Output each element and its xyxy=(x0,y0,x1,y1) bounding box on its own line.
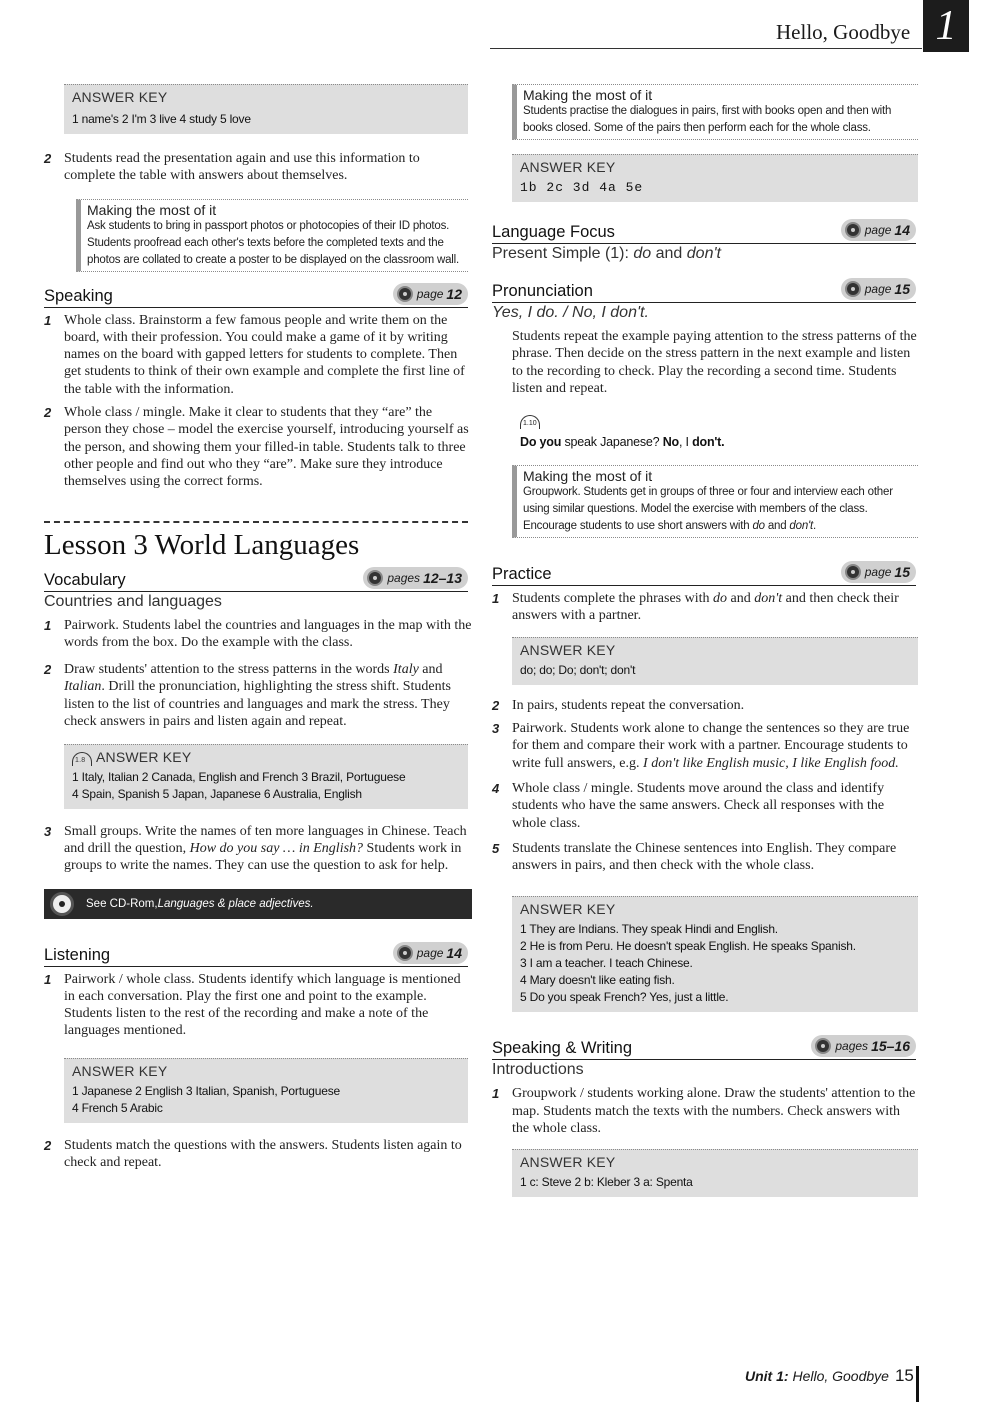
section-heading-speaking-writing: Speaking & Writing pages 15–16 xyxy=(492,1038,916,1060)
cd-icon xyxy=(845,222,861,238)
section-title: Speaking xyxy=(44,286,113,305)
step-item: 1 Students complete the phrases with do and don't and then check their answers with a partner. xyxy=(492,591,899,624)
section-heading-language-focus: Language Focus page 14 xyxy=(492,222,916,244)
answer-key-box: ANSWER KEY 1b 2c 3d 4a 5e xyxy=(512,154,918,202)
section-heading-vocabulary: Vocabulary pages 12–13 xyxy=(44,570,468,592)
making-the-most-box: Making the most of it Groupwork. Students get in groups of three or four and interview each other using similar questions. Model the exercise with members of the class. Encourage students to use short answers with do and don't. xyxy=(512,465,918,538)
section-heading-listening: Listening page 14 xyxy=(44,945,468,967)
step-item: 2 In pairs, students repeat the conversation. xyxy=(492,697,745,713)
page-reference-badge: page 12 xyxy=(393,283,468,305)
cd-icon xyxy=(845,281,861,297)
cd-rom-reference-bar: See CD-Rom, Languages & place adjectives. xyxy=(44,889,472,919)
step-item: 1 Pairwork. Students label the countries and languages in the map with the words from the box. Do the example with the class. xyxy=(44,617,472,650)
page-reference-badge: pages 15–16 xyxy=(811,1035,916,1057)
step-item: 5 Students translate the Chinese sentences into English. They compare answers in pairs, and then check with the whole class. xyxy=(492,840,897,874)
running-header-title: Hello, Goodbye xyxy=(776,20,911,44)
page-reference-badge: page 14 xyxy=(841,219,916,241)
answer-key-box: ANSWER KEY do; do; Do; don't; don't xyxy=(512,637,918,685)
answer-key-box: ANSWER KEY 1 Japanese 2 English 3 Italian, Spanish, Portuguese 4 French 5 Arabic xyxy=(64,1058,468,1123)
step-item: 1 Groupwork / students working alone. Draw the students' attention to the map. Students match the texts with the numbers. Check answers with the whole class. xyxy=(492,1086,916,1137)
page-reference-badge: page 14 xyxy=(393,942,468,964)
section-heading-speaking xyxy=(44,286,468,308)
left-column xyxy=(44,84,472,1171)
step-item: 3 Small groups. Write the names of ten more languages in Chinese. Teach and drill the question, How do you say … in English? Students work in groups to write the names. They can use the question to ask for help. xyxy=(44,823,467,874)
page-number: 15 xyxy=(894,1366,914,1385)
section-subtitle: Present Simple (1): do and don't xyxy=(492,245,721,262)
answer-key-line: 1 name's 2 I'm 3 live 4 study 5 love xyxy=(72,112,251,126)
page-reference-badge: pages 12–13 xyxy=(363,567,468,589)
cd-icon xyxy=(397,286,413,302)
section-heading-practice: Practice page 15 xyxy=(492,564,916,586)
answer-key-box xyxy=(64,84,468,134)
section-subtitle: Yes, I do. / No, I don't. xyxy=(492,304,649,321)
step-item: 3 Pairwork. Students work alone to change the sentences so they are true for them and compare their work with a partner. Encourage students to write full answers, e.g. I don't like English music, I like English food. xyxy=(492,721,910,771)
cd-rom-disc-icon xyxy=(50,892,74,916)
step-item: 2 Students match the questions with the answers. Students listen again to check and repeat. xyxy=(44,1137,462,1171)
step-item: 4 Whole class / mingle. Students move around the class and identify students who have the same answers. Check all responses with the whole class. xyxy=(492,780,885,831)
making-the-most-box: Making the most of it Students practise the dialogues in pairs, first with books open and then with books closed. Some of the pairs then perform each for the whole class. xyxy=(512,84,918,140)
section-subtitle: Countries and languages xyxy=(44,592,222,610)
cd-icon xyxy=(367,570,383,586)
header-rule xyxy=(490,48,922,49)
step-item: 1 Whole class. Brainstorm a few famous people and write them on the board, with their profession. You could make a game of it by writing names on the board with gapped letters for students to complete. Then get students to think of their own example and complete the first line of the table with the information. xyxy=(44,312,465,397)
headset-icon: 1.10 xyxy=(520,415,540,429)
page-footer: Unit 1: Hello, Goodbye 15 xyxy=(745,1366,914,1385)
making-the-most-box: Making the most of it Ask students to bring in passport photos or photocopies of their ID photos. Students proofread each other's texts before the completed texts and the photos are collated to create a poster to be displayed on the classroom wall. xyxy=(76,199,468,272)
step-item: 1 Pairwork / whole class. Students identify which language is mentioned in each conversation. Play the first one and point to the example. Students listen to the rest of the recording and make a note of the languages mentioned. xyxy=(44,971,461,1039)
lesson-title: Lesson 3 World Languages xyxy=(44,528,360,561)
step-item: 2 Students read the presentation again and use this information to complete the table with answers about themselves. xyxy=(44,151,420,184)
body-paragraph: Students repeat the example paying attention to the stress patterns of the phrase. Then decide on the stress pattern in the next example and listen to the recording to check. Play the recording a second time. Students listen and repeat. xyxy=(512,329,917,396)
page-reference-badge: page 15 xyxy=(841,561,916,583)
section-subtitle: Introductions xyxy=(492,1061,584,1079)
answer-key-box: ANSWER KEY 1 They are Indians. They speak Hindi and English. 2 He is from Peru. He doesn't speak English. He speaks Spanish. 3 I am a teacher. I teach Chinese. 4 Mary doesn't like eating fish. 5 Do you speak French? Yes, just a little. xyxy=(512,896,918,1012)
answer-key-title: ANSWER KEY xyxy=(72,89,168,105)
headset-icon: 1.8 xyxy=(72,752,92,766)
page-reference-badge: page 15 xyxy=(841,278,916,300)
footer-rule xyxy=(916,1366,919,1402)
unit-number-tab: 1 xyxy=(923,0,969,52)
step-item: 2 Draw students' attention to the stress patterns in the words Italy and Italian. Drill the pronunciation, highlighting the stress shift. Students listen to the list of countries and languages and mark the stress. They check answers in pairs and listen again and repeat. xyxy=(44,662,451,730)
audio-track xyxy=(520,411,920,430)
cd-icon xyxy=(397,945,413,961)
cd-icon xyxy=(845,564,861,580)
right-column xyxy=(492,84,920,1197)
cd-icon xyxy=(815,1038,831,1054)
answer-key-box: 1.8 ANSWER KEY 1 Italy, Italian 2 Canada, English and French 3 Brazil, Portuguese 4 Spain, Spanish 5 Japan, Japanese 6 Australia, English xyxy=(64,744,468,808)
step-item: 2 Whole class / mingle. Make it clear to students that they “are” the person they chose – model the exercise yourself, introducing yourself as the person, and showing them your filled-in table. Students talk to three other people and find out who they “are”. Make sure they introduce themselves using the correct forms. xyxy=(44,405,469,490)
section-heading-pronunciation: Pronunciation page 15 xyxy=(492,281,916,303)
answer-key-box: ANSWER KEY 1 c: Steve 2 b: Kleber 3 a: Spenta xyxy=(512,1149,918,1197)
pronunciation-example: Do you speak Japanese? No, I don't. xyxy=(520,435,725,450)
dashed-divider xyxy=(44,521,468,523)
